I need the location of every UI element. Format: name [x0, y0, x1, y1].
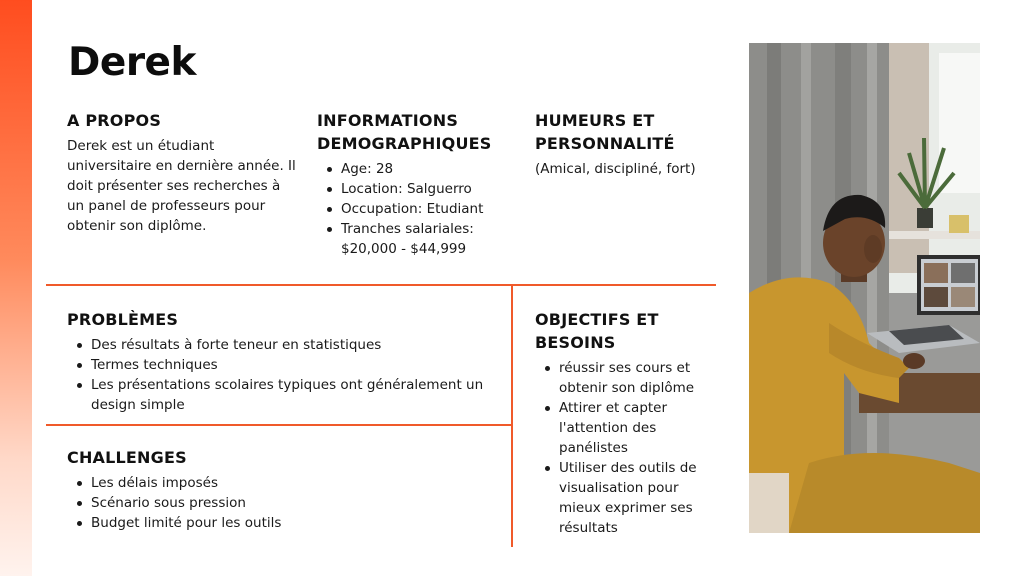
student-at-laptop-photo	[749, 43, 980, 533]
list-item: Age: 28	[317, 159, 517, 179]
list-item: Des résultats à forte teneur en statistiques	[67, 335, 497, 355]
problems-list	[67, 335, 497, 415]
challenges-section	[67, 446, 497, 533]
problems-heading: PROBLÈMES	[67, 310, 179, 329]
challenges-list	[67, 473, 497, 533]
list-item: Attirer et capter l'attention des panélistes	[535, 398, 715, 458]
demographics-heading-line1: INFORMATIONS	[317, 111, 459, 130]
goals-heading-line1: OBJECTIFS ET	[535, 310, 659, 329]
goals-list	[535, 358, 715, 538]
goals-heading-line2: BESOINS	[535, 333, 616, 352]
divider-vertical	[511, 285, 513, 547]
problems-section	[67, 308, 497, 415]
accent-gradient-bar	[0, 0, 32, 576]
persona-name: Derek	[68, 40, 196, 85]
demographics-section	[317, 109, 517, 259]
mood-text: (Amical, discipliné, fort)	[535, 161, 696, 177]
mood-heading-line2: PERSONNALITÉ	[535, 134, 675, 153]
list-item: Scénario sous pression	[67, 493, 497, 513]
divider-horizontal-middle	[46, 284, 716, 286]
mood-section	[535, 109, 725, 179]
list-item: Utiliser des outils de visualisation pour mieux exprimer ses résultats	[535, 458, 715, 538]
goals-section	[535, 308, 715, 538]
list-item: Tranches salariales: $20,000 - $44,999	[317, 219, 517, 259]
list-item: Budget limité pour les outils	[67, 513, 497, 533]
about-section	[67, 109, 297, 236]
demographics-heading-line2: DEMOGRAPHIQUES	[317, 134, 492, 153]
list-item: Termes techniques	[67, 355, 497, 375]
mood-heading-line1: HUMEURS ET	[535, 111, 655, 130]
list-item: réussir ses cours et obtenir son diplôme	[535, 358, 715, 398]
list-item: Les présentations scolaires typiques ont généralement un design simple	[67, 375, 497, 415]
list-item: Les délais imposés	[67, 473, 497, 493]
challenges-heading: CHALLENGES	[67, 448, 187, 467]
about-text: Derek est un étudiant universitaire en dernière année. Il doit présenter ses recherches à un panel de professeurs pour obtenir son diplôme.	[67, 138, 296, 234]
divider-horizontal-lower	[46, 424, 512, 426]
list-item: Location: Salguerro	[317, 179, 517, 199]
demographics-list	[317, 159, 517, 259]
about-heading: A PROPOS	[67, 111, 162, 130]
list-item: Occupation: Etudiant	[317, 199, 517, 219]
